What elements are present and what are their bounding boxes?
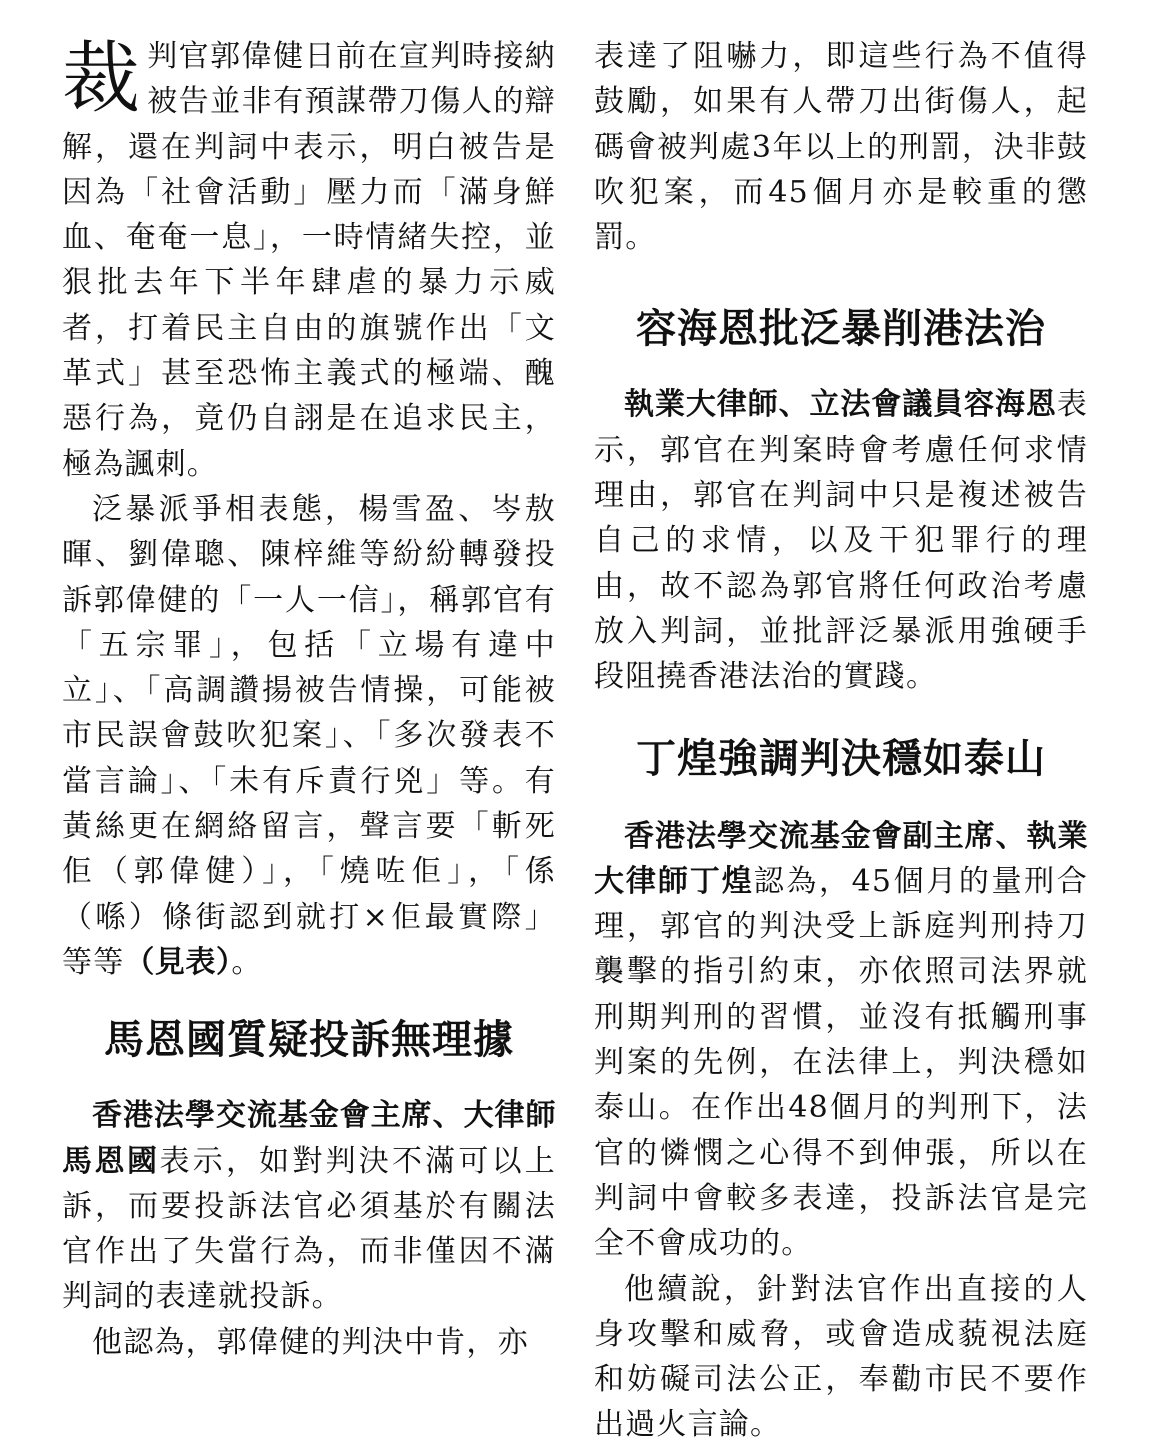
drop-cap: 裁 [62, 34, 142, 124]
ting-continued-paragraph [594, 1267, 1088, 1448]
ma-continued-text: 他認為，郭偉健的判決中肯，亦 [92, 1324, 529, 1360]
ting-speaker: 香港法學交流基金會副主席、執業大律師丁煌 [594, 818, 1088, 899]
continued-paragraph [594, 34, 1088, 260]
ma-paragraph-text: 表示，如對判決不滿可以上訴，而要投訴法官必須基於有關法官作出了失當行為，而非僅因不滿判詞的表達就投訴。 [62, 1143, 557, 1315]
right-column [594, 34, 1088, 1448]
subheading-ma: 馬恩國質疑投訴無理據 [104, 1017, 514, 1064]
ting-paragraph [594, 814, 1088, 1267]
ma-continued-paragraph [62, 1320, 556, 1365]
ma-paragraph [62, 1093, 556, 1319]
left-column [62, 34, 556, 1365]
reaction-paragraph-end: 。 [231, 944, 263, 980]
yung-paragraph [594, 382, 1088, 699]
ting-paragraph-text: 認為，45個月的量刑合理，郭官的判決受上訴庭判刑持刀襲擊的指引約束，亦依照司法界就刑期判刑的習慣，並沒有抵觸刑事判案的先例，在法律上，判決穩如泰山。在作出48個月的判刑下，法官的憐憫之心得不到伸張，所以在判詞中會較多表達，投訴法官是完全不會成功的。 [594, 863, 1088, 1262]
see-table-note: （見表） [124, 944, 232, 980]
subheading-yung: 容海恩批泛暴削港法治 [636, 306, 1046, 353]
continued-paragraph-text: 表達了阻嚇力，即這些行為不值得鼓勵，如果有人帶刀出街傷人，起碼會被判處3年以上的刑罰，決非鼓吹犯案，而45個月亦是較重的懲罰。 [594, 39, 1088, 256]
ma-speaker: 香港法學交流基金會主席、大律師馬恩國 [62, 1098, 556, 1179]
ting-continued-text: 他續說，針對法官作出直接的人身攻擊和威脅，或會造成藐視法庭和妨礙司法公正，奉勸市民不要作出過火言論。 [594, 1271, 1088, 1443]
reaction-paragraph [62, 487, 556, 985]
opening-paragraph-text: 判官郭偉健日前在宣判時接納被告並非有預謀帶刀傷人的辯解，還在判詞中表示，明白被告是因為「社會活動」壓力而「滿身鮮血、奄奄一息」，一時情緒失控，並狠批去年下半年肆虐的暴力示威者，打着民主自由的旗號作出「文革式」甚至恐怖主義式的極端、醜惡行為，竟仍自詡是在追求民主，極為諷刺。 [62, 39, 556, 482]
yung-speaker: 執業大律師、立法會議員容海恩 [624, 387, 1057, 423]
opening-paragraph [62, 34, 556, 487]
subheading-ting: 丁煌強調判決穩如泰山 [636, 735, 1046, 782]
reaction-paragraph-text: 泛暴派爭相表態，楊雪盈、岑敖暉、劉偉聰、陳梓維等紛紛轉發投訴郭偉健的「一人一信」，稱郭官有「五宗罪」，包括「立場有違中立」、「高調讚揚被告情操，可能被市民誤會鼓吹犯案」、「多次發表不當言論」、「未有斥責行兇」等。有黃絲更在網絡留言，聲言要「斬死佢（郭偉健）」，「燒咗佢」，「係（喺）條街認到就打×佢最實際」等等 [62, 491, 556, 980]
yung-paragraph-text: 表示，郭官在判案時會考慮任何求情理由，郭官在判詞中只是複述被告自己的求情，以及干犯罪行的理由，故不認為郭官將任何政治考慮放入判詞，並批評泛暴派用強硬手段阻撓香港法治的實踐。 [594, 387, 1088, 695]
